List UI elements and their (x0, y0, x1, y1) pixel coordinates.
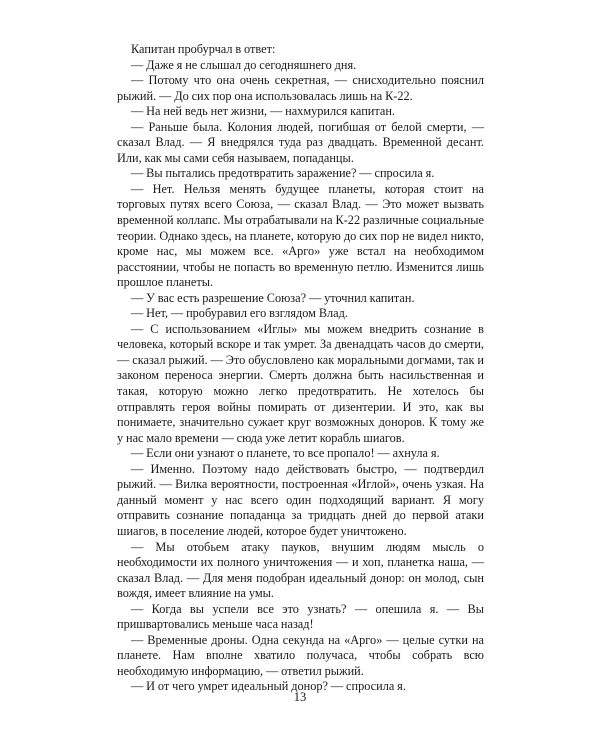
paragraph: Капитан пробурчал в ответ: (131, 42, 276, 56)
paragraph: — Если они узнают о планете, то все пропало! — ахнула я. (131, 446, 440, 461)
paragraph: — Когда вы успели все это узнать? — опешила я. — Вы пришвартовались меньше часа назад! (117, 601, 484, 632)
paragraph: — И от чего умрет идеальный донор? — спросила я. (131, 679, 406, 694)
paragraph: — Нет. Нельзя менять будущее планеты, которая стоит на торговых путях всего Союза, — сказал Влад. — Это может вызвать временной коллапс. Мы отрабатывали на К-22 различные социальные теории. Однако здесь, на планете, которую до сих пор не видел никто, кроме нас, мы можем все. «Арго» уже встал на необходимом расстоянии, чтобы не попасть во временную петлю. Изменится лишь прошлое планеты. (117, 181, 484, 290)
text-body (117, 42, 484, 695)
page-number: 13 (293, 690, 307, 704)
paragraph: — Нет, — пробуравил его взглядом Влад. (131, 306, 348, 321)
paragraph: — На ней ведь нет жизни, — нахмурился капитан. (131, 104, 396, 119)
paragraph: — Временные дроны. Одна секунда на «Арго» — целые сутки на планете. Нам вполне хватило получаса, чтобы собрать всю необходимую информацию, — ответил рыжий. (117, 632, 484, 678)
paragraph: — Мы отобьем атаку пауков, внушим людям мысль о необходимости их полного уничтожения — и хоп, планетка наша, — сказал Влад. — Для меня подобран идеальный донор: он молод, сын вождя, имеет влияние на умы. (117, 539, 484, 601)
paragraph: — Даже я не слышал до сегодняшнего дня. (131, 57, 357, 72)
paragraph: — Потому что она очень секретная, — снисходительно пояснил рыжий. — До сих пор она использовалась лишь на К-22. (117, 73, 484, 103)
paragraph: — Раньше была. Колония людей, погибшая от белой смерти, — сказал Влад. — Я внедрялся туда раз двадцать. Временной десант. Или, как мы сами себя называем, попаданцы. (117, 119, 484, 165)
paragraph: — Вы пытались предотвратить заражение? — спросила я. (131, 166, 435, 181)
paragraph: — У вас есть разрешение Союза? — уточнил капитан. (131, 290, 415, 305)
paragraph: — С использованием «Иглы» мы можем внедрить сознание в человека, который вскоре и так умрет. За двенадцать часов до смерти, — сказал рыжий. — Это обусловлено как моральными догмами, так и законом переноса энергии. Смерть должна быть насильственная и такая, которую можно легко предотвратить. Не хотелось бы отправлять героя войны помирать от дизентерии. И это, как вы понимаете, значительно сужает круг возможных доноров. К тому же у нас мало времени — сюда уже летит корабль шиагов. (117, 321, 484, 445)
paragraph: — Именно. Поэтому надо действовать быстро, — подтвердил рыжий. — Вилка вероятности, построенная «Иглой», очень узкая. На данный момент у нас всего один подходящий вариант. Я могу отправить сознание попаданца за тридцать дней до первой атаки шиагов, в поселение людей, которое будет уничтожено. (117, 461, 484, 538)
